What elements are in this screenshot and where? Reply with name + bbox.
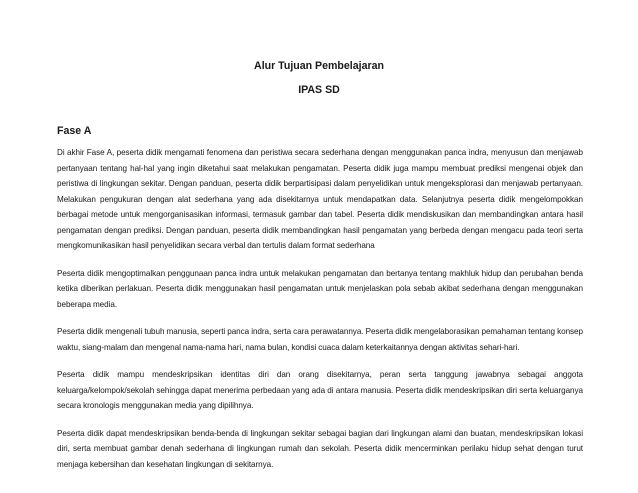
paragraph-1: Di akhir Fase A, peserta didik mengamati fenomena dan peristiwa secara sederhana dengan menggunakan panca indra, menyusun dan menjawab pertanyaan tentang hal-hal yang ingin diketahui saat melakukan pengamatan. Peserta didik juga mampu membuat prediksi mengenai objek dan peristiwa di lingkungan sekitar. Dengan panduan, peserta didik berpartisipasi dalam penyelidikan untuk mengeksplorasi dan menjawab pertanyaan. Melakukan pengukuran dengan alat sederhana yang ada disekitarnya untuk mendapatkan data. Selanjutnya peserta didik mengelompokkan berbagai metode untuk mengorganisasikan informasi, termasuk gambar dan tabel. Peserta didik mendiskusikan dan membandingkan antara hasil pengamatan dengan prediksi. Dengan panduan, peserta didik membandingkan hasil pengamatan yang berbeda dengan mengacu pada teori serta mengkomunikasikan hasil penyelidikan secara verbal dan tertulis dalam format sederhana [57,148,583,250]
section-heading-fase-a: Fase A [57,125,92,137]
paragraph-2: Peserta didik mengoptimalkan penggunaan panca indra untuk melakukan pengamatan dan bertanya tentang makhluk hidup dan perubahan benda ketika diberikan perlakuan. Peserta didik menggunakan hasil pengamatan untuk menjelaskan pola sebab akibat sederhana dengan menggunakan beberapa media. [57,268,583,309]
document-title: Alur Tujuan Pembelajaran [254,60,384,72]
paragraph-3: Peserta didik mengenali tubuh manusia, seperti panca indra, serta cara perawatannya. Peserta didik mengelaborasikan pemahaman tentang konsep waktu, siang-malam dan mengenal nama-nama hari, nama bulan, kondisi cuaca dalam keterkaitannya dengan aktivitas sehari-hari. [57,327,583,352]
section-body [57,145,583,484]
paragraph-5: Peserta didik dapat mendeskripsikan benda-benda di lingkungan sekitar sebagai bagian dari lingkungan alami dan buatan, mendeskripsikan lokasi diri, serta membuat gambar denah sederhana di lingkungan rumah dan sekolah. Peserta didik mencerminkan perilaku hidup sehat dengan turut menjaga kebersihan dan kesehatan lingkungan di sekitarnya. [57,428,583,469]
paragraph-4: Peserta didik mampu mendeskripsikan identitas diri dan orang disekitarnya, peran serta tanggung jawabnya sebagai anggota keluarga/kelompok/sekolah sehingga dapat menerima perbedaan yang ada di antara manusia. Peserta didik mendeskripsikan diri serta keluarganya secara kronologis menggunakan media yang dipilihnya. [57,370,583,410]
document-subtitle: IPAS SD [298,84,340,96]
